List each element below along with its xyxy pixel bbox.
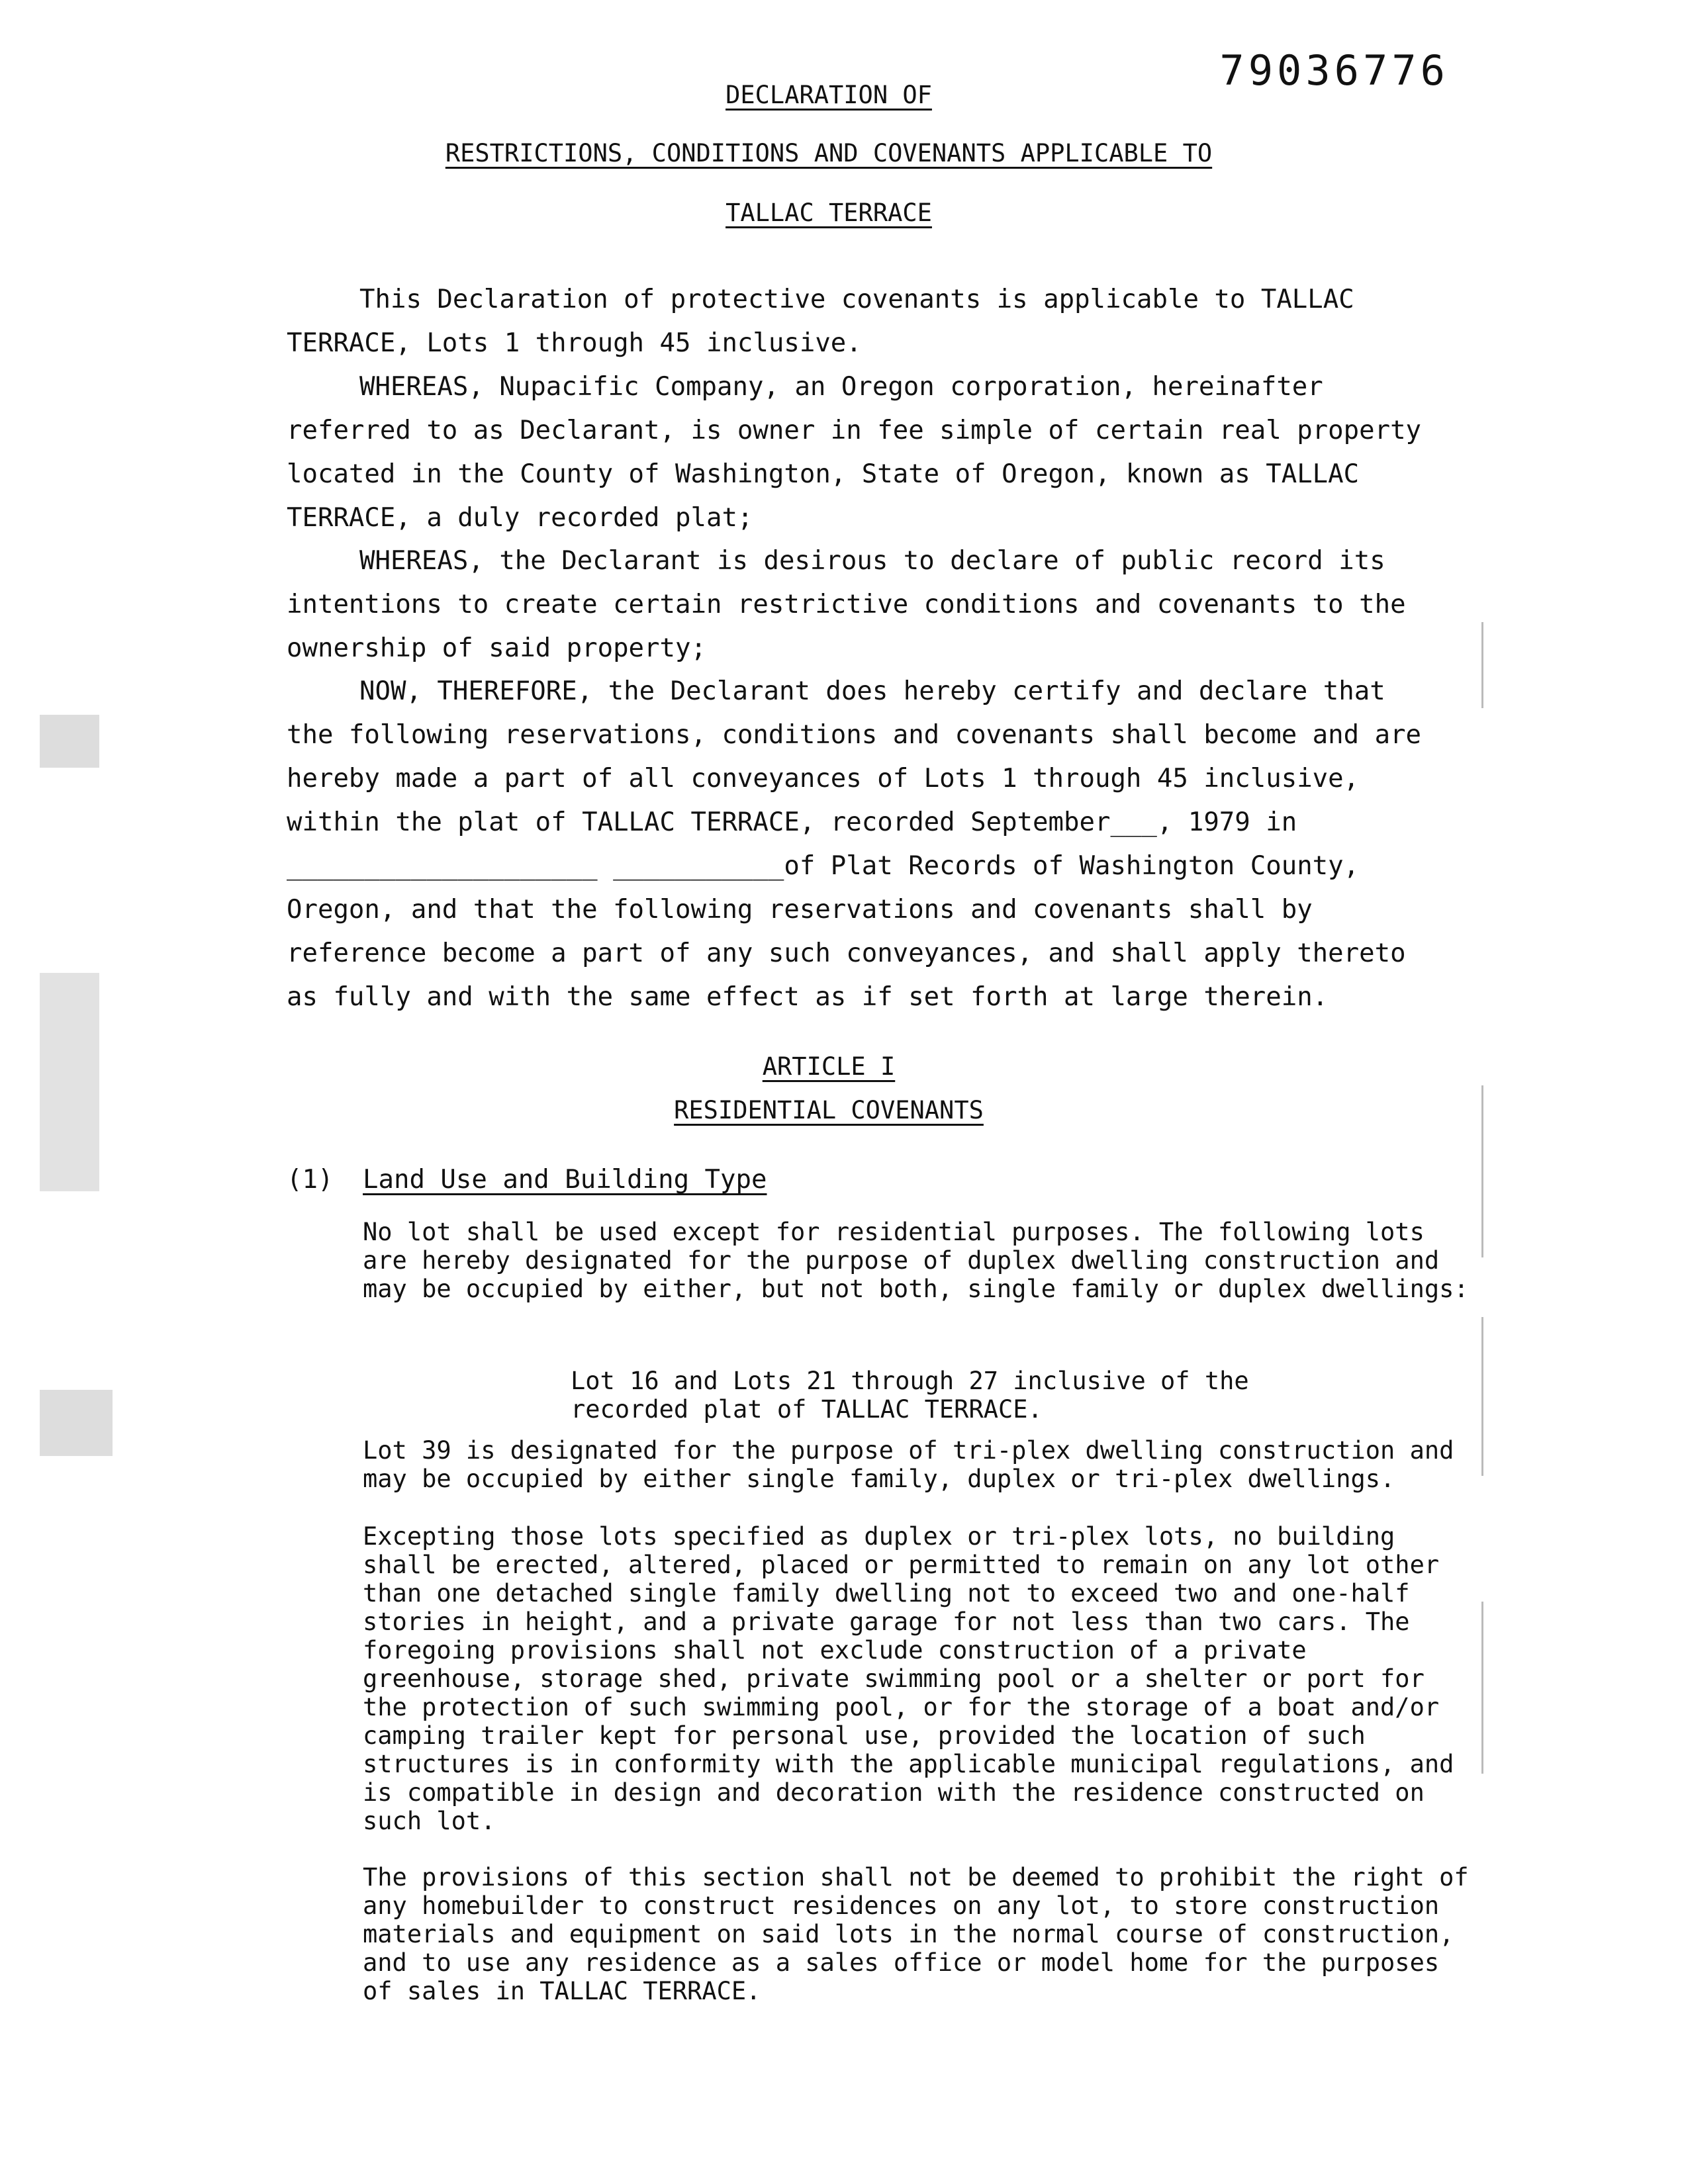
paragraph-now-therefore: NOW, THEREFORE, the Declarant does hereby certify and declare that the following reservations, conditions and covenants shall become and are hereby made a part of all conveyances of Lots 1 through 45 inclusive, within the plat of TALLAC TERRACE, recorded September___, 1979 in ____________________ ___________of Plat Records of Washington County, Oregon, and that the following reservations and covenants shall by reference become a part of any such conveyances, and shall apply thereto as fully and with the same effect as if set forth at large therein. (287, 676, 1422, 1012)
scan-margin-line (1481, 622, 1483, 708)
section-number: (1) (287, 1165, 334, 1195)
section-paragraph-triplex: Lot 39 is designated for the purpose of tri-plex dwelling construction and may be occupied by either single family, duplex or tri-plex dwellings. (363, 1436, 1454, 1493)
scan-speckle (40, 973, 99, 1191)
paragraph-whereas-owner: WHEREAS, Nupacific Company, an Oregon corporation, hereinafter referred to as Declarant, is owner in fee simple of certain real property located in the County of Washington, State of Oregon, known as TALLAC TERRACE, a duly recorded plat; (287, 372, 1422, 533)
article-title: RESIDENTIAL COVENANTS (674, 1096, 984, 1124)
paragraph-whereas-intent: WHEREAS, the Declarant is desirous to declare of public record its intentions to create certain restrictive conditions and covenants to the ownership of said property; (287, 546, 1406, 663)
article-number: ARTICLE I (762, 1052, 896, 1081)
title-line-3: TALLAC TERRACE (725, 199, 932, 227)
section-paragraph-building-restrictions: Excepting those lots specified as duplex or tri-plex lots, no building shall be erected, altered, placed or permitted to remain on any lot other than one detached single family dwelling not to exceed two and one-half stories in height, and a private garage for not less than two cars. The foregoing provisions shall not exclude construction of a private greenhouse, storage shed, private swimming pool or a shelter or port for the protection of such swimming pool, or for the storage of a boat and/or camping trailer kept for personal use, provided the location of such structures is in conformity with the applicable municipal regulations, and is compatible in design and decoration with the residence constructed on such lot. (363, 1522, 1454, 1835)
scan-margin-line (1481, 1085, 1483, 1257)
document-number: 79036776 (1219, 46, 1449, 95)
section-lots-designation: Lot 16 and Lots 21 through 27 inclusive of the recorded plat of TALLAC TERRACE. (571, 1367, 1249, 1424)
section-paragraph-homebuilder: The provisions of this section shall not be deemed to prohibit the right of any homebuilder to construct residences on any lot, to store construction materials and equipment on said lots in the normal course of construction, and to use any residence as a sales office or model home for the purposes of sales in TALLAC TERRACE. (363, 1863, 1469, 2005)
title-line-2: RESTRICTIONS, CONDITIONS AND COVENANTS APPLICABLE TO (445, 139, 1213, 167)
paragraph-applicability: This Declaration of protective covenants is applicable to TALLAC TERRACE, Lots 1 through 45 inclusive. (287, 285, 1354, 358)
title-line-1: DECLARATION OF (725, 81, 932, 109)
section-heading (287, 1165, 767, 1195)
scan-margin-line (1481, 1317, 1483, 1476)
scan-margin-line (1481, 1602, 1483, 1774)
section-title: Land Use and Building Type (363, 1165, 767, 1195)
scan-speckle (40, 1390, 113, 1456)
scan-speckle (40, 715, 99, 768)
section-paragraph-land-use: No lot shall be used except for residential purposes. The following lots are hereby designated for the purpose of duplex dwelling construction and may be occupied by either, but not both, single family or duplex dwellings: (363, 1218, 1469, 1303)
